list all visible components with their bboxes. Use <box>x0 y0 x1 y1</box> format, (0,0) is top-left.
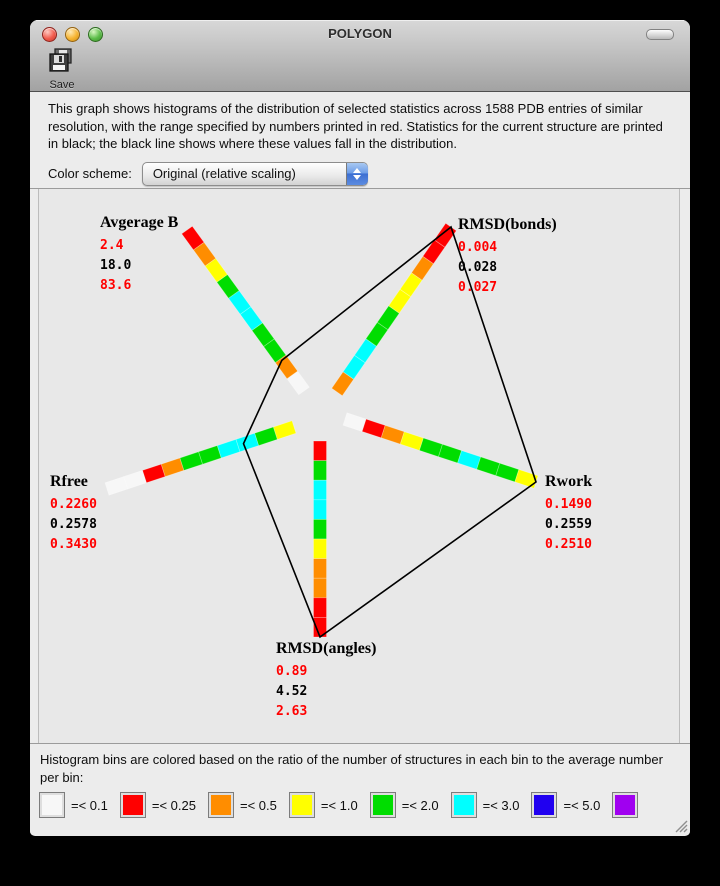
legend-intro-text: Histogram bins are colored based on the ratio of the number of structures in each bin to the average number per bin: <box>40 752 663 785</box>
axis-labels-rwork <box>545 473 592 555</box>
axis-min: 2.4 <box>100 238 124 253</box>
axis-max: 0.3430 <box>50 537 97 552</box>
window-title: POLYGON <box>328 26 392 41</box>
save-icon <box>48 48 76 78</box>
bin-color-swatch <box>209 793 233 817</box>
color-scheme-row <box>48 162 672 186</box>
legend-panel <box>30 743 690 835</box>
bin-threshold-label: =< 0.25 <box>151 797 196 813</box>
color-scheme-selected: Original (relative scaling) <box>152 166 296 181</box>
polygon-window <box>30 20 690 836</box>
axis-labels-rmsd-angles <box>276 640 376 722</box>
bin-color-swatch <box>452 793 476 817</box>
resize-grip[interactable] <box>673 818 688 833</box>
description-panel <box>30 92 690 189</box>
axis-value: 0.028 <box>458 260 498 275</box>
bin-threshold-label: =< 3.0 <box>482 797 520 813</box>
window-chrome <box>30 20 690 92</box>
legend-item <box>121 793 196 817</box>
bin-threshold-label: =< 5.0 <box>563 797 601 813</box>
popup-arrows-icon <box>346 163 368 185</box>
axis-value: 0.2559 <box>545 517 592 532</box>
toolbar <box>30 48 690 91</box>
axis-min: 0.2260 <box>50 497 97 512</box>
legend-item <box>371 793 439 817</box>
bin-threshold-label: =< 1.0 <box>320 797 358 813</box>
bin-color-swatch <box>371 793 395 817</box>
axis-value: 0.2578 <box>50 517 97 532</box>
polygon-plot <box>38 189 680 743</box>
bin-color-swatch <box>40 793 64 817</box>
axis-title: RMSD(bonds) <box>458 216 557 233</box>
save-button[interactable] <box>40 48 84 90</box>
bin-threshold-label: =< 0.1 <box>71 797 108 813</box>
bin-color-swatch <box>121 793 145 817</box>
axis-min: 0.004 <box>458 240 498 255</box>
axis-max: 0.2510 <box>545 537 592 552</box>
legend-item <box>209 793 277 817</box>
legend-item <box>532 793 600 817</box>
description-text: This graph shows histograms of the distribution of selected statistics across 1588 PDB entries of similar resolution, with the range specified by numbers printed in red. Statistics for the current structure are printed in black; the black line shows where these values fall in the distribution. <box>48 101 663 151</box>
legend-item <box>290 793 358 817</box>
axis-min: 0.89 <box>276 664 308 679</box>
axis-title: Avgerage B <box>100 214 179 231</box>
bin-threshold-label: =< 0.5 <box>239 797 277 813</box>
axis-labels-average-b <box>100 214 178 296</box>
axis-max: 0.027 <box>458 280 498 295</box>
axis-value: 18.0 <box>100 258 132 273</box>
axis-max: 2.63 <box>276 704 308 719</box>
bin-color-swatch <box>613 793 637 817</box>
legend-row <box>40 793 676 817</box>
axis-value: 4.52 <box>276 684 308 699</box>
axis-max: 83.6 <box>100 278 132 293</box>
save-button-label: Save <box>49 79 75 91</box>
axis-labels-rfree <box>50 473 97 555</box>
axis-title: Rwork <box>545 473 593 490</box>
axis-min: 0.1490 <box>545 497 592 512</box>
legend-item <box>613 793 644 817</box>
bin-color-swatch <box>290 793 314 817</box>
titlebar[interactable] <box>30 20 690 48</box>
axis-title: RMSD(angles) <box>276 640 377 657</box>
color-scheme-dropdown[interactable] <box>142 162 368 186</box>
bin-color-swatch <box>532 793 556 817</box>
legend-item <box>40 793 108 817</box>
color-scheme-label: Color scheme: <box>48 166 132 181</box>
toolbar-toggle-pill[interactable] <box>646 29 674 40</box>
legend-item <box>452 793 520 817</box>
axis-labels-rmsd-bonds <box>458 216 557 298</box>
axis-title: Rfree <box>50 473 88 490</box>
bin-threshold-label: =< 2.0 <box>401 797 439 813</box>
